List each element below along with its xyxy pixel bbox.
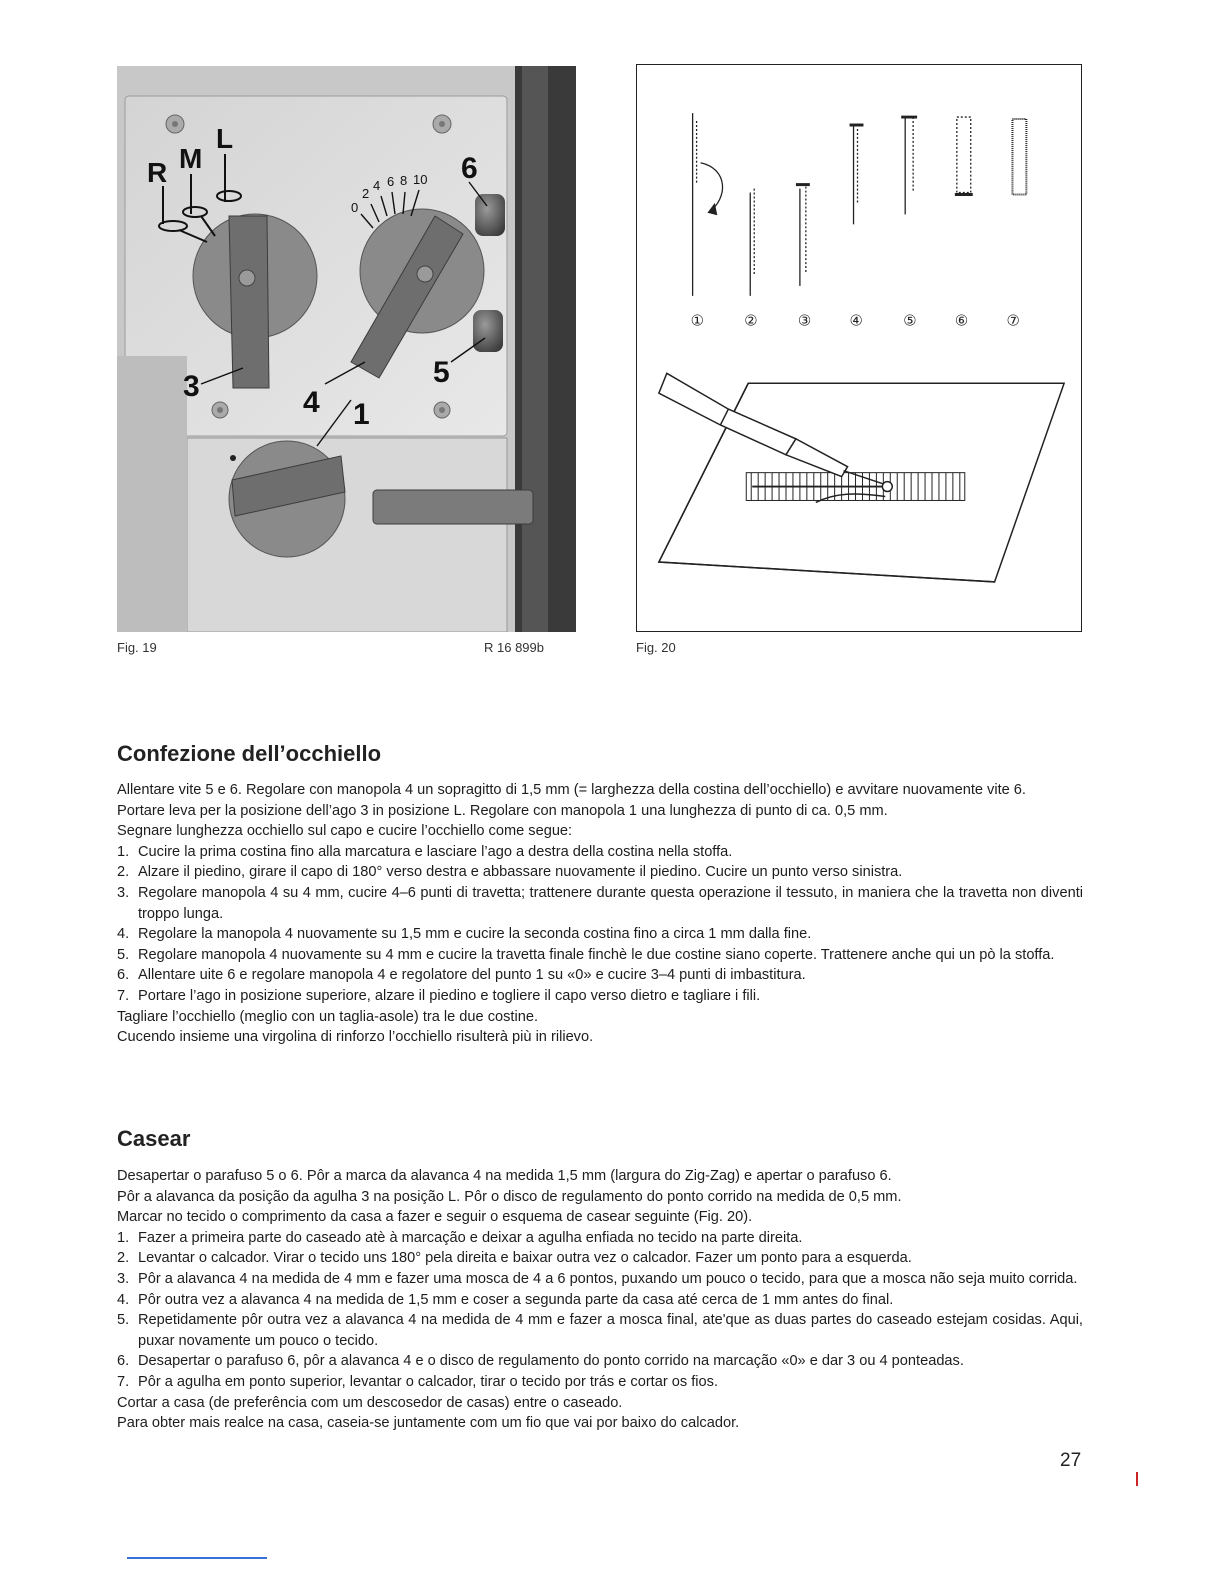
paragraph: Portare leva per la posizione dell’ago 3 in posizione L. Regolare con manopola 1 una lunghezza di punto di ca. 0,5 mm. [117, 802, 888, 819]
paragraph: Pôr a alavanca da posição da agulha 3 na posição L. Pôr o disco de regulamento do ponto corrido na medida de 0,5 mm. [117, 1188, 902, 1205]
screw-knob-5 [473, 310, 503, 352]
mode-label-m: M [179, 143, 203, 174]
mode-label-r: R [147, 157, 168, 188]
list-item: 2. Levantar o calcador. Virar o tecido uns 180° pela direita e baixar outra vez o calcador. Fazer um ponto para a esquerda. [117, 1250, 912, 1267]
fig20-caption: Fig. 20 [636, 640, 676, 655]
screw-top-right [433, 115, 451, 133]
steps-list-italian [117, 842, 1083, 1007]
scale-label-4: 4 [373, 178, 381, 193]
paragraph: Marcar no tecido o comprimento da casa a fazer e seguir o esquema de casear seguinte (Fig. 20). [117, 1209, 753, 1226]
page-number: 27 [1060, 1450, 1082, 1471]
figure-20-buttonhole-diagram [636, 64, 1082, 632]
needle-position-lever [229, 216, 269, 388]
fabric-with-seam-ripper [659, 373, 1064, 582]
part-label-1: 1 [353, 398, 370, 431]
list-item: 6. Desapertar o parafuso 6, pôr a alavanca 4 e o disco de regulamento do ponto corrido na marcação «0» e dar 3 ou 4 ponteadas. [117, 1353, 964, 1370]
side-lever [373, 490, 533, 524]
footer-rule [127, 1557, 267, 1559]
list-item: 3. Regolare manopola 4 su 4 mm, cucire 4–6 punti di travetta; trattenere durante questa operazione il tessuto, in maniera che la travetta non diventi troppo lunga. [117, 884, 1083, 922]
fig19-reference: R 16 899b [484, 640, 544, 655]
step-label-7: ⑦ [1006, 311, 1020, 330]
list-item: 5. Regolare manopola 4 nuovamente su 4 mm e cucire la travetta finale finchè le due costine siano coperte. Trattenere anche qui un pò la stoffa. [117, 946, 1055, 963]
list-item: 5. Repetidamente pôr outra vez a alavanca 4 na medida de 4 mm e fazer a mosca final, ate'que as duas partes do caseado estejam cosidas. Aqui, puxar novamente um pouco o tecido. [117, 1312, 1083, 1349]
screw-top-left [166, 115, 184, 133]
section-body-italian [117, 780, 1083, 1048]
paragraph: Para obter mais realce na casa, caseia-se juntamente com um fio que vai por baixo do calcador. [117, 1415, 740, 1432]
paragraph: Cucendo insieme una virgolina di rinforzo l’occhiello risulterà più in rilievo. [117, 1029, 594, 1046]
step-label-1: ① [690, 311, 704, 330]
scale-label-8: 8 [400, 173, 408, 188]
paragraph: Allentare vite 5 e 6. Regolare con manopola 4 un sopragitto di 1,5 mm (= larghezza della costina dell’occhiello) e avvitare nuovamente vite 6. [117, 782, 1026, 798]
screw-knob-6 [475, 194, 505, 236]
section-heading-italian: Confezione dell’occhiello [117, 741, 382, 766]
list-item: 1. Cucire la prima costina fino alla marcatura e lasciare l’ago a destra della costina nella stoffa. [117, 843, 733, 860]
part-label-5: 5 [433, 356, 450, 389]
screw-mid-left [212, 402, 228, 418]
list-item: 4. Pôr outra vez a alavanca 4 na medida de 1,5 mm e coser a segunda parte da casa até cerca de 1 mm antes do final. [117, 1291, 894, 1308]
paragraph: Desapertar o parafuso 5 o 6. Pôr a marca da alavanca 4 na medida 1,5 mm (largura do Zig-Zag) e apertar o parafuso 6. [117, 1168, 892, 1184]
step-label-6: ⑥ [954, 311, 969, 330]
figure-19-control-panel-photo [117, 66, 576, 632]
part-label-6: 6 [461, 152, 478, 185]
steps-list-portuguese [117, 1228, 1083, 1393]
section-heading-portuguese: Casear [117, 1126, 191, 1151]
paragraph: Segnare lunghezza occhiello sul capo e cucire l’occhiello come segue: [117, 823, 573, 840]
step-label-4: ④ [849, 311, 863, 330]
list-item: 4. Regolare la manopola 4 nuovamente su 1,5 mm e cucire la seconda costina fino a circa 1 mm dalla fine. [117, 926, 812, 943]
part-label-4: 4 [303, 386, 320, 419]
list-item: 7. Portare l’ago in posizione superiore, alzare il piedino e togliere il capo verso dietro e tagliare i fili. [117, 987, 761, 1004]
step-label-2: ② [744, 311, 758, 330]
section-body-portuguese [117, 1166, 1083, 1434]
mode-label-l: L [216, 123, 234, 154]
list-item: 1. Fazer a primeira parte do caseado atè à marcação e deixar a agulha enfiada no tecido na parte direita. [117, 1229, 803, 1246]
paragraph: Tagliare l’occhiello (meglio con un taglia-asole) tra le due costine. [117, 1008, 539, 1025]
fig19-caption: Fig. 19 [117, 640, 157, 655]
step-label-3: ③ [797, 311, 812, 330]
screw-mid-right [434, 402, 450, 418]
list-item: 3. Pôr a alavanca 4 na medida de 4 mm e fazer uma mosca de 4 a 6 pontos, puxando um pouco o tecido, para que a mosca não seja muito corrida. [117, 1270, 1078, 1287]
step-label-5: ⑤ [903, 311, 917, 330]
scale-label-2: 2 [362, 186, 370, 201]
list-item: 2. Alzare il piedino, girare il capo di 180° verso destra e abbassare nuovamente il piedino. Cucire un punto verso sinistra. [117, 864, 903, 881]
paragraph: Cortar a casa (de preferência com um descosedor de casas) entre o caseado. [117, 1394, 623, 1411]
list-item: 7. Pôr a agulha em ponto superior, levantar o calcador, tirar o tecido por trás e cortar os fios. [117, 1373, 719, 1390]
scale-label-0: 0 [351, 200, 359, 215]
list-item: 6. Allentare uite 6 e regolare manopola 4 e regolatore del punto 1 su «0» e cucire 3–4 punti di imbastitura. [117, 967, 806, 984]
part-label-3: 3 [183, 370, 200, 403]
margin-mark [1136, 1472, 1138, 1486]
scale-label-6: 6 [387, 174, 395, 189]
scale-label-10: 10 [413, 172, 428, 187]
